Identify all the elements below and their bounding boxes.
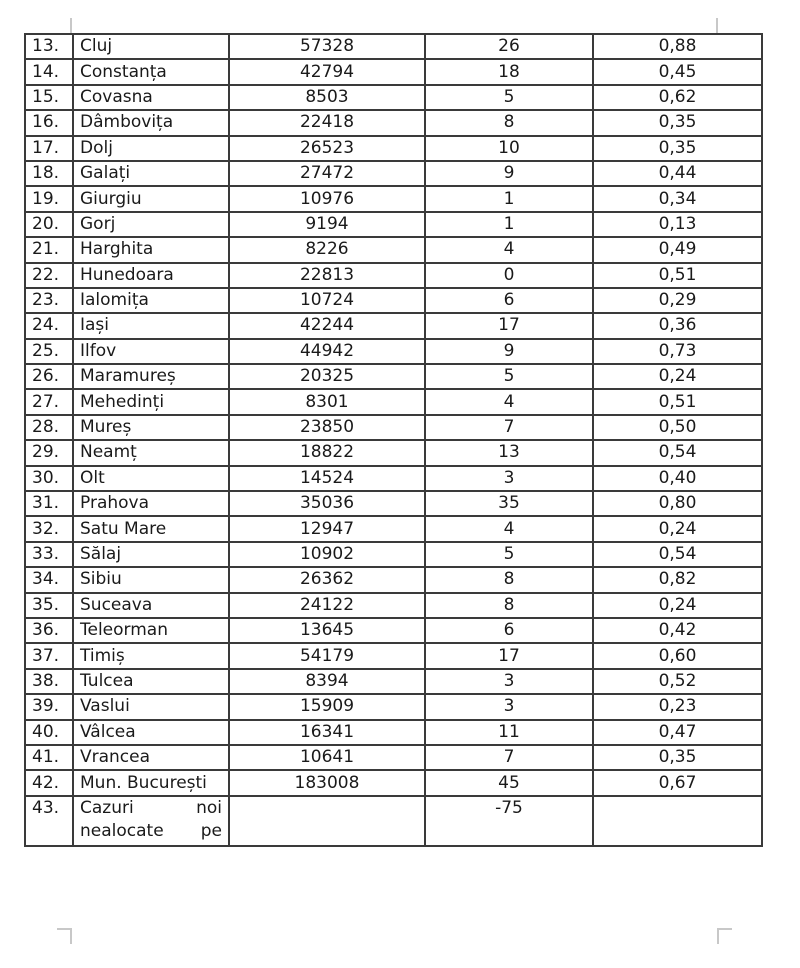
table-row: [25, 491, 762, 516]
county-name: Cluj: [73, 34, 229, 59]
table-row: [25, 364, 762, 389]
county-name: Neamț: [73, 440, 229, 465]
new-cases: 8: [425, 110, 593, 135]
table-row: [25, 288, 762, 313]
incidence-rate: 0,54: [593, 542, 762, 567]
row-number: 20.: [25, 212, 73, 237]
new-cases: 6: [425, 288, 593, 313]
incidence-rate: 0,80: [593, 491, 762, 516]
total-cases: 14524: [229, 466, 425, 491]
row-number: 31.: [25, 491, 73, 516]
new-cases: 26: [425, 34, 593, 59]
incidence-rate: 0,62: [593, 85, 762, 110]
table-row: [25, 567, 762, 592]
total-cases: 183008: [229, 770, 425, 795]
table-row: [25, 516, 762, 541]
table-row: [25, 263, 762, 288]
total-cases: 12947: [229, 516, 425, 541]
incidence-rate: 0,34: [593, 186, 762, 211]
table-footer-body: [25, 796, 762, 846]
table-row: [25, 542, 762, 567]
county-name: Giurgiu: [73, 186, 229, 211]
row-number: 37.: [25, 643, 73, 668]
new-cases: 17: [425, 643, 593, 668]
crop-mark-top-right: [716, 18, 718, 33]
county-name: Olt: [73, 466, 229, 491]
county-name: Dolj: [73, 136, 229, 161]
incidence-rate: 0,24: [593, 516, 762, 541]
table-row: [25, 770, 762, 795]
new-cases: 9: [425, 161, 593, 186]
row-number: 42.: [25, 770, 73, 795]
county-name: Sibiu: [73, 567, 229, 592]
county-name: [73, 796, 229, 846]
row-number: 23.: [25, 288, 73, 313]
county-name: Harghita: [73, 237, 229, 262]
table-row: [25, 643, 762, 668]
county-name: Hunedoara: [73, 263, 229, 288]
crop-mark-bottom-right: [717, 928, 732, 944]
new-cases: 1: [425, 212, 593, 237]
incidence-rate: 0,45: [593, 59, 762, 84]
row-number: 15.: [25, 85, 73, 110]
row-number: 18.: [25, 161, 73, 186]
row-number: 36.: [25, 618, 73, 643]
row-number: 32.: [25, 516, 73, 541]
county-name: Prahova: [73, 491, 229, 516]
incidence-rate: 0,29: [593, 288, 762, 313]
table-row: [25, 339, 762, 364]
new-cases: 18: [425, 59, 593, 84]
table-row: [25, 85, 762, 110]
row-number: 34.: [25, 567, 73, 592]
total-cases: 26362: [229, 567, 425, 592]
new-cases: 8: [425, 567, 593, 592]
row-number: 24.: [25, 313, 73, 338]
new-cases: 13: [425, 440, 593, 465]
table-row: [25, 389, 762, 414]
total-cases: 42244: [229, 313, 425, 338]
incidence-rate: 0,13: [593, 212, 762, 237]
row-number: 17.: [25, 136, 73, 161]
county-name: Galați: [73, 161, 229, 186]
total-cases: 27472: [229, 161, 425, 186]
table-row: [25, 466, 762, 491]
new-cases: 1: [425, 186, 593, 211]
total-cases: 42794: [229, 59, 425, 84]
row-number: 25.: [25, 339, 73, 364]
incidence-rate: [593, 796, 762, 846]
total-cases: 8301: [229, 389, 425, 414]
total-cases: 54179: [229, 643, 425, 668]
county-name: Vâlcea: [73, 720, 229, 745]
incidence-rate: 0,35: [593, 745, 762, 770]
total-cases: 57328: [229, 34, 425, 59]
crop-mark-top-left: [70, 18, 72, 33]
total-cases: 22418: [229, 110, 425, 135]
incidence-rate: 0,42: [593, 618, 762, 643]
total-cases: 9194: [229, 212, 425, 237]
county-cases-table: [24, 33, 763, 847]
incidence-rate: 0,23: [593, 694, 762, 719]
table-row: [25, 440, 762, 465]
new-cases: 6: [425, 618, 593, 643]
row-number: 19.: [25, 186, 73, 211]
total-cases: 20325: [229, 364, 425, 389]
new-cases: 4: [425, 389, 593, 414]
new-cases: 3: [425, 694, 593, 719]
total-cases: 35036: [229, 491, 425, 516]
table-row: [25, 593, 762, 618]
county-name: Ialomița: [73, 288, 229, 313]
incidence-rate: 0,73: [593, 339, 762, 364]
county-name: Vrancea: [73, 745, 229, 770]
total-cases: 8226: [229, 237, 425, 262]
incidence-rate: 0,35: [593, 110, 762, 135]
row-number: 33.: [25, 542, 73, 567]
table-row: [25, 415, 762, 440]
new-cases: 7: [425, 745, 593, 770]
table-row: [25, 34, 762, 59]
row-number: 13.: [25, 34, 73, 59]
new-cases: 5: [425, 85, 593, 110]
row-number: 28.: [25, 415, 73, 440]
total-cases: 18822: [229, 440, 425, 465]
county-name: Gorj: [73, 212, 229, 237]
county-name-line-1: Cazuri noi: [80, 797, 222, 818]
incidence-rate: 0,24: [593, 593, 762, 618]
county-name: Mehedinți: [73, 389, 229, 414]
incidence-rate: 0,50: [593, 415, 762, 440]
new-cases: 3: [425, 669, 593, 694]
new-cases: 8: [425, 593, 593, 618]
county-name: Suceava: [73, 593, 229, 618]
county-name: Mun. București: [73, 770, 229, 795]
county-name: Dâmbovița: [73, 110, 229, 135]
table-row: [25, 161, 762, 186]
table-row: [25, 669, 762, 694]
county-name: Timiș: [73, 643, 229, 668]
new-cases: 4: [425, 237, 593, 262]
row-number: 29.: [25, 440, 73, 465]
incidence-rate: 0,44: [593, 161, 762, 186]
new-cases: 4: [425, 516, 593, 541]
row-number: 39.: [25, 694, 73, 719]
total-cases: 16341: [229, 720, 425, 745]
county-name: Sălaj: [73, 542, 229, 567]
incidence-rate: 0,51: [593, 263, 762, 288]
row-number: 21.: [25, 237, 73, 262]
total-cases: 13645: [229, 618, 425, 643]
county-name: Satu Mare: [73, 516, 229, 541]
new-cases: 45: [425, 770, 593, 795]
row-number: 43.: [25, 796, 73, 846]
total-cases: 24122: [229, 593, 425, 618]
table-row: [25, 694, 762, 719]
row-number: 38.: [25, 669, 73, 694]
table-row: [25, 186, 762, 211]
new-cases: 5: [425, 364, 593, 389]
new-cases: 7: [425, 415, 593, 440]
total-cases: 22813: [229, 263, 425, 288]
new-cases: 17: [425, 313, 593, 338]
table-row: [25, 720, 762, 745]
incidence-rate: 0,49: [593, 237, 762, 262]
county-name: Maramureș: [73, 364, 229, 389]
row-number: 16.: [25, 110, 73, 135]
incidence-rate: 0,54: [593, 440, 762, 465]
new-cases: 0: [425, 263, 593, 288]
table-row: [25, 745, 762, 770]
crop-mark-bottom-left: [57, 928, 72, 944]
total-cases: 10641: [229, 745, 425, 770]
new-cases: 11: [425, 720, 593, 745]
row-number: 35.: [25, 593, 73, 618]
incidence-rate: 0,82: [593, 567, 762, 592]
new-cases: 10: [425, 136, 593, 161]
row-number: 30.: [25, 466, 73, 491]
total-cases: 23850: [229, 415, 425, 440]
total-cases: 8394: [229, 669, 425, 694]
incidence-rate: 0,40: [593, 466, 762, 491]
table-body: [25, 34, 762, 796]
total-cases: 10976: [229, 186, 425, 211]
county-name: Constanța: [73, 59, 229, 84]
total-cases: 8503: [229, 85, 425, 110]
new-cases: 35: [425, 491, 593, 516]
new-cases: 9: [425, 339, 593, 364]
county-name: Teleorman: [73, 618, 229, 643]
table-row-unallocated: [25, 796, 762, 846]
row-number: 14.: [25, 59, 73, 84]
incidence-rate: 0,60: [593, 643, 762, 668]
table-row: [25, 59, 762, 84]
table-row: [25, 136, 762, 161]
total-cases: 10902: [229, 542, 425, 567]
county-name: Iași: [73, 313, 229, 338]
incidence-rate: 0,67: [593, 770, 762, 795]
row-number: 41.: [25, 745, 73, 770]
table-row: [25, 313, 762, 338]
table-row: [25, 618, 762, 643]
total-cases: [229, 796, 425, 846]
incidence-rate: 0,52: [593, 669, 762, 694]
total-cases: 26523: [229, 136, 425, 161]
new-cases: 3: [425, 466, 593, 491]
incidence-rate: 0,47: [593, 720, 762, 745]
county-name: Mureș: [73, 415, 229, 440]
county-name-line-2: nealocate pe: [80, 820, 222, 841]
row-number: 26.: [25, 364, 73, 389]
new-cases: -75: [425, 796, 593, 846]
table-row: [25, 212, 762, 237]
incidence-rate: 0,35: [593, 136, 762, 161]
table-row: [25, 237, 762, 262]
incidence-rate: 0,36: [593, 313, 762, 338]
county-name: Tulcea: [73, 669, 229, 694]
new-cases: 5: [425, 542, 593, 567]
row-number: 40.: [25, 720, 73, 745]
total-cases: 10724: [229, 288, 425, 313]
table-row: [25, 110, 762, 135]
total-cases: 15909: [229, 694, 425, 719]
row-number: 27.: [25, 389, 73, 414]
incidence-rate: 0,51: [593, 389, 762, 414]
county-name: Ilfov: [73, 339, 229, 364]
row-number: 22.: [25, 263, 73, 288]
county-name: Vaslui: [73, 694, 229, 719]
incidence-rate: 0,88: [593, 34, 762, 59]
county-name: Covasna: [73, 85, 229, 110]
total-cases: 44942: [229, 339, 425, 364]
incidence-rate: 0,24: [593, 364, 762, 389]
